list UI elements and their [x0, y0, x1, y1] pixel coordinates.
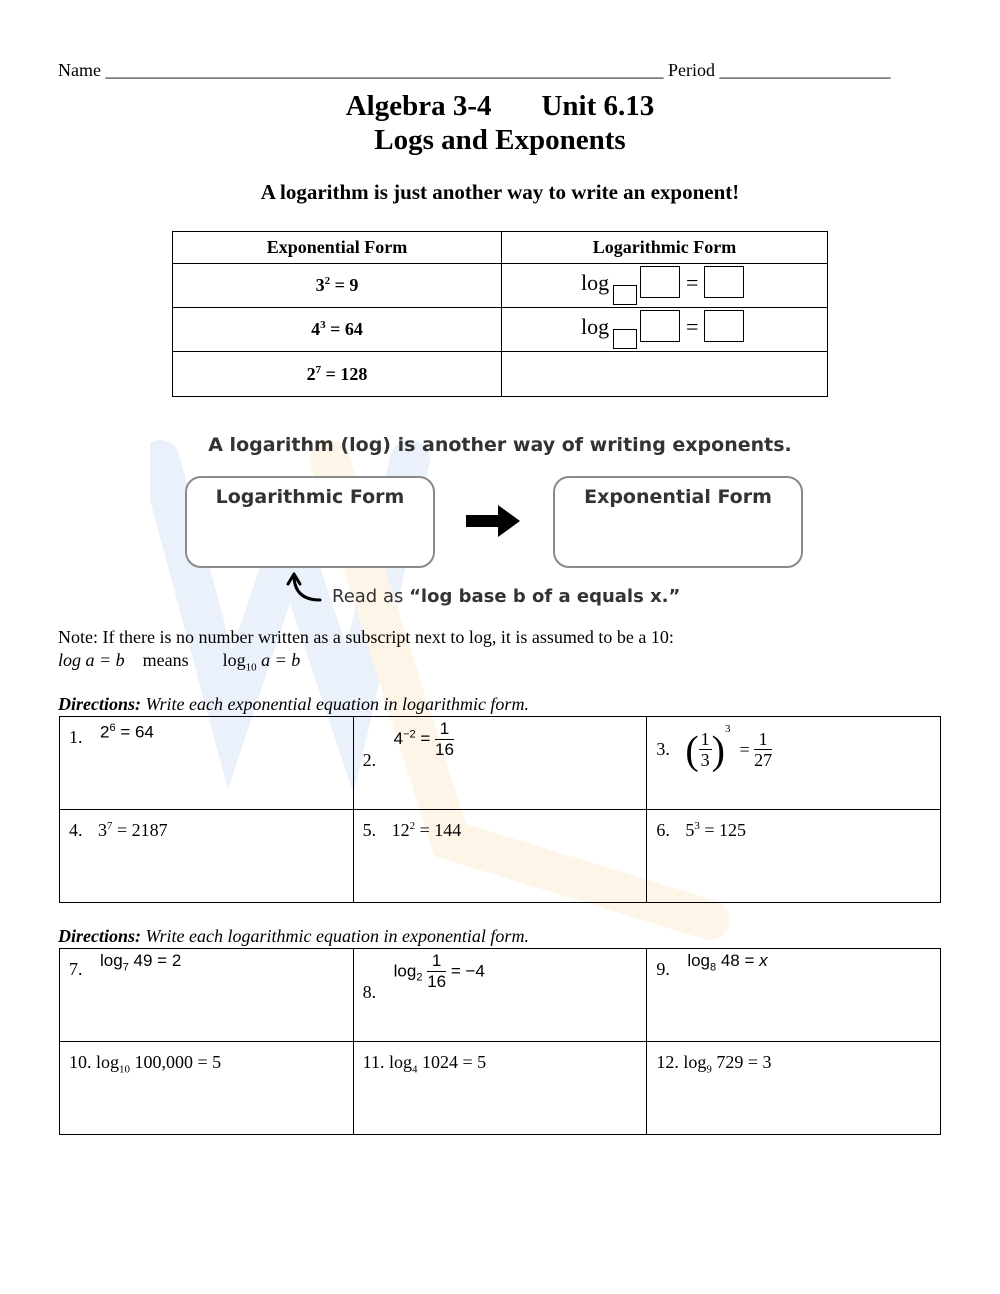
logarithmic-form-label: Logarithmic Form	[215, 486, 405, 508]
problem-number: 6.	[656, 820, 670, 840]
problem-9[interactable]	[647, 949, 941, 1042]
exp-row-3	[173, 352, 502, 397]
problem-expression: $12^2 = 144$	[391, 820, 462, 840]
curved-arrow-icon	[286, 570, 326, 606]
base: 2	[306, 363, 316, 384]
forms-table	[172, 231, 828, 397]
means-label: means	[142, 650, 189, 670]
base-answer-box[interactable]	[613, 329, 637, 349]
problem-expression: $2^6 = 64$	[100, 722, 154, 742]
problem-4[interactable]	[60, 810, 354, 903]
arrow-right-icon	[466, 505, 520, 537]
problem-expression: $5^3 = 125$	[685, 820, 746, 840]
base: 4	[311, 319, 321, 339]
problem-3[interactable]	[647, 717, 941, 810]
topic-title: Logs and Exponents	[374, 124, 626, 156]
problem-expression: $\log_2$ $\frac{1}{16}$ = −4	[393, 951, 485, 991]
base-answer-box[interactable]	[613, 285, 637, 305]
problem-expression: $4^{-2}$ = $\frac{1}{16}$	[393, 719, 454, 759]
problem-expression: 10. $\log_{10} 100,000 = 5$	[69, 1052, 222, 1076]
problem-8[interactable]	[353, 949, 647, 1042]
log-a-equals-b: log a = b	[58, 650, 125, 670]
exponential-problems-table	[59, 716, 941, 903]
log-label: log	[581, 314, 610, 339]
graphic-headline: A logarithm (log) is another way of writing exponents.	[208, 434, 792, 456]
problem-expression: $3^7 = 2187$	[98, 820, 168, 840]
exp-row-1	[173, 264, 502, 308]
exponential-form-label: Exponential Form	[584, 486, 772, 508]
log-base: 10	[245, 661, 257, 674]
problem-1[interactable]	[60, 717, 354, 810]
problem-5[interactable]	[353, 810, 647, 903]
result: = 9	[334, 275, 359, 295]
problem-7[interactable]	[60, 949, 354, 1042]
note-example	[58, 650, 300, 674]
log-rest: a = b	[256, 650, 301, 670]
log-row-1	[502, 264, 828, 308]
problem-expression: ( $\frac{1}{3}$ )$^3$ = $\frac{1}{27}$	[685, 723, 773, 773]
course-label: Algebra 3-4	[345, 90, 492, 122]
problem-expression: $\log_8 48 = x$	[687, 951, 768, 974]
problem-expression: 11. $\log_4 1024 = 5$	[362, 1052, 487, 1076]
problem-number: 8.	[362, 982, 377, 1002]
exponent: 7	[315, 363, 322, 376]
name-label: Name ______________________________________________________________	[58, 60, 664, 80]
read-as-note	[332, 586, 680, 607]
problem-number: 2.	[362, 750, 377, 770]
tagline: A logarithm is just another way to write an exponent!	[260, 180, 740, 204]
problem-number: 4.	[69, 820, 83, 840]
problem-11[interactable]	[353, 1042, 647, 1135]
result: = 64	[330, 319, 363, 339]
argument-answer-box[interactable]	[640, 266, 680, 298]
directions-2	[58, 926, 529, 947]
result: = 128	[325, 363, 368, 384]
read-as-phrase: “log base b of a equals x.”	[409, 586, 681, 607]
exponent: 3	[320, 319, 326, 331]
problem-number: 7.	[69, 959, 83, 979]
unit-label: Unit 6.13	[541, 90, 655, 122]
base: 3	[315, 275, 325, 295]
exp-row-2	[173, 308, 502, 352]
log-text: log	[222, 650, 246, 670]
directions-label: Directions:	[58, 694, 141, 714]
problem-number: 3.	[656, 739, 670, 759]
note-text: Note: If there is no number written as a subscript next to log, it is assumed to be a 10:	[58, 627, 674, 647]
problem-number: 1.	[69, 727, 83, 747]
logarithmic-problems-table	[59, 948, 941, 1135]
logarithmic-form-box	[185, 476, 435, 568]
course-title	[0, 90, 1000, 123]
exponent-answer-box[interactable]	[704, 310, 744, 342]
problem-number: 5.	[362, 820, 377, 840]
log-row-2	[502, 308, 828, 352]
log-row-3-blank[interactable]	[502, 352, 828, 397]
argument-answer-box[interactable]	[640, 310, 680, 342]
problem-6[interactable]	[647, 810, 941, 903]
exponential-form-box	[553, 476, 803, 568]
directions-text: Write each exponential equation in logarithmic form.	[141, 694, 529, 714]
read-as-prefix: Read as	[332, 586, 410, 607]
log-label: log	[581, 270, 610, 295]
problem-expression: $\log_7 49 = 2$	[100, 951, 182, 974]
problem-expression: 12. $\log_9 729 = 3$	[656, 1052, 772, 1076]
problem-number: 9.	[656, 959, 670, 979]
exponent: 2	[324, 275, 331, 287]
equals-sign: =	[686, 270, 699, 295]
problem-10[interactable]	[60, 1042, 354, 1135]
directions-text: Write each logarithmic equation in exponential form.	[141, 926, 529, 946]
directions-label: Directions:	[58, 926, 141, 946]
problem-12[interactable]	[647, 1042, 941, 1135]
name-period-line	[58, 60, 940, 81]
equals-sign: =	[686, 314, 699, 339]
exponential-form-header: Exponential Form	[173, 232, 502, 264]
problem-2[interactable]	[353, 717, 647, 810]
period-label: Period ___________________	[667, 60, 891, 80]
logarithmic-form-header: Logarithmic Form	[502, 232, 828, 264]
exponent-answer-box[interactable]	[704, 266, 744, 298]
directions-1	[58, 694, 529, 715]
